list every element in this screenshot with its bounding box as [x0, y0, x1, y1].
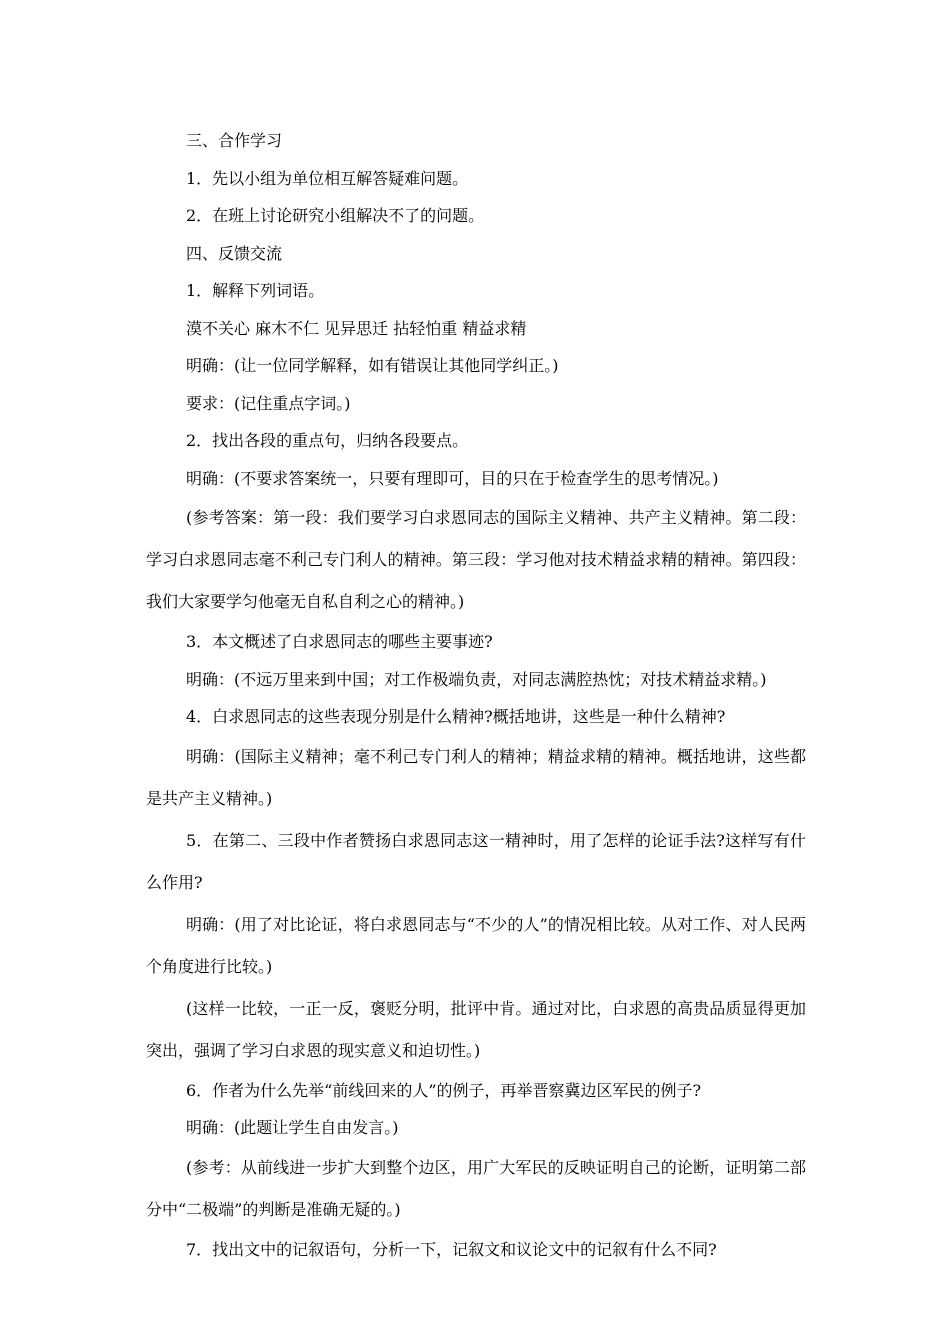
question: 7．找出文中的记叙语句，分析一下，记叙文和议论文中的记叙有什么不同? [186, 1239, 717, 1259]
section-heading-feedback: 四、反馈交流 [186, 243, 283, 263]
answer: 明确：(让一位同学解释，如有错误让其他同学纠正。) [186, 356, 559, 375]
question: 4．白求恩同志的这些表现分别是什么精神?概括地讲，这些是一种什么精神? [186, 707, 726, 726]
reference-answer: (参考答案：第一段：我们要学习白求恩同志的国际主义精神、共产主义精神。第二段：学习白求恩同志毫不利己专门利人的精神。第三段：学习他对技术精益求精的精神。第四段：我们大家要学匀他毫无自私自利之心的精神。) [146, 508, 806, 611]
answer: 明确：(国际主义精神；毫不利己专门利人的精神；精益求精的精神。概括地讲，这些都是共产主义精神。) [146, 746, 806, 808]
question: 5．在第二、三段中作者赞扬白求恩同志这一精神时，用了怎样的论证手法?这样写有什么作用? [146, 830, 806, 892]
question: 2．找出各段的重点句，归纳各段要点。 [186, 431, 469, 450]
question: 6．作者为什么先举“前线回来的人”的例子，再举晋察冀边区军民的例子? [186, 1080, 702, 1100]
list-item: 2．在班上讨论研究小组解决不了的问题。 [186, 206, 485, 225]
list-item: 1．先以小组为单位相互解答疑难问题。 [186, 168, 469, 188]
question: 1．解释下列词语。 [186, 281, 325, 300]
vocabulary-list: 漠不关心 麻木不仁 见异思迁 拈轻怕重 精益求精 [186, 318, 527, 338]
answer: 明确：(用了对比论证，将白求恩同志与“不少的人”的情况相比较。从对工作、对人民两个角度进行比较。) [146, 914, 806, 976]
answer: 明确：(不要求答案统一，只要有理即可，目的只在于检查学生的思考情况。) [186, 468, 719, 488]
answer: 明确：(不远万里来到中国；对工作极端负责，对同志满腔热忱；对技术精益求精。) [186, 669, 767, 689]
reference-answer: (参考：从前线进一步扩大到整个边区，用广大军民的反映证明自己的论断，证明第二部分中“二极端”的判断是准确无疑的。) [146, 1157, 806, 1219]
answer: 明确：(此题让学生自由发言。) [186, 1118, 399, 1137]
question: 3．本文概述了白求恩同志的哪些主要事迹? [186, 632, 493, 651]
answer-explanation: (这样一比较，一正一反，褒贬分明，批评中肯。通过对比，白求恩的高贵品质显得更加突出，强调了学习白求恩的现实意义和迫切性。) [146, 998, 806, 1060]
document-body [146, 122, 806, 1268]
requirement: 要求：(记住重点字词。) [186, 393, 351, 413]
section-heading-cooperative-learning: 三、合作学习 [186, 131, 283, 150]
